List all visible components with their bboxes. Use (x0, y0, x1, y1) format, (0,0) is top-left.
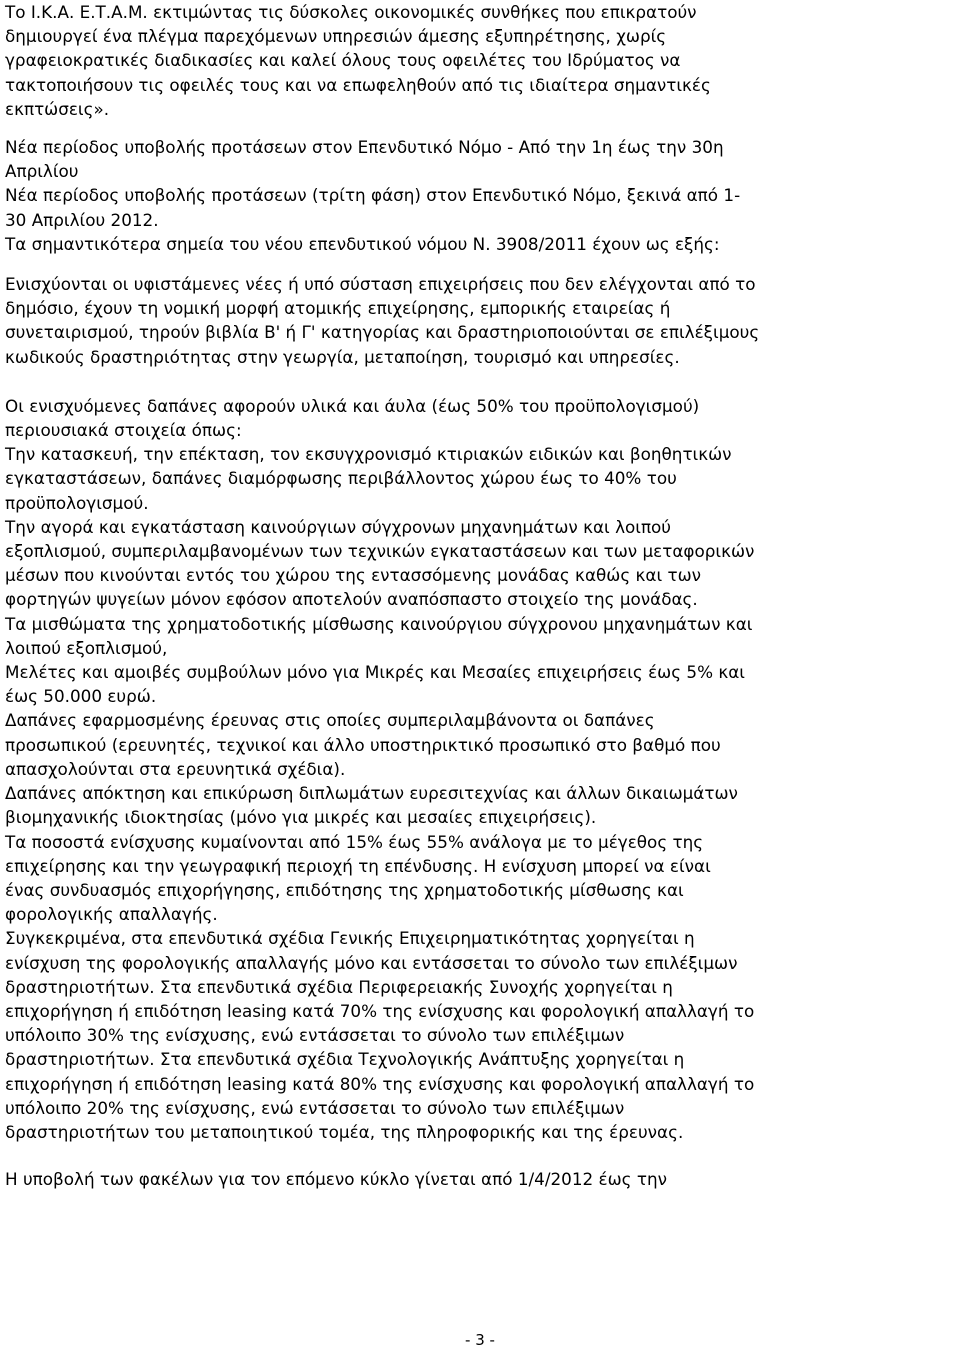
period-title: Νέα περίοδος υποβολής προτάσεων στον Επενδυτικό Νόμο - Από την 1η έως την 30η Απριλίου (5, 137, 724, 182)
eligible-paragraph: Ενισχύονται οι υφιστάμενες νέες ή υπό σύσταση επιχειρήσεις που δεν ελέγχονται από το δημόσιο, έχουν τη νομική μορφή ατομικής επιχείρησης, εμπορικής εταιρείας ή συνεταιρισμού, τηρούν βιβλία Β' ή Γ' κατηγορίας και δραστηριοποιούνται σε επιλέξιμους κωδικούς δραστηριότητας στην γεωργία, μεταποίηση, τουρισμό και υπηρεσίες. (5, 274, 760, 367)
submission-paragraph: Η υποβολή των φακέλων για τον επόμενο κύκλο γίνεται από 1/4/2012 έως την (5, 1169, 667, 1190)
page-number: - 3 - (465, 1331, 495, 1349)
document-page (5, 0, 957, 1191)
period-text: Νέα περίοδος υποβολής προτάσεων (τρίτη φάση) στον Επενδυτικό Νόμο, ξεκινά από 1- 30 Απριλίου 2012. (5, 185, 741, 230)
intro-paragraph: Το Ι.Κ.Α. Ε.Τ.Α.Μ. εκτιμώντας τις δύσκολες οικονομικές συνθήκες που επικρατούν δημιουργεί ένα πλέγμα παρεχόμενων υπηρεσιών άμεσης εξυπηρέτησης, χωρίς γραφειοκρατικές διαδικασίες και καλεί όλους τους οφειλέτες του Ιδρύματος να τακτοποιήσουν τις οφειλές τους και να επωφεληθούν από τις ιδιαίτερα σημαντικές εκπτώσεις». (5, 2, 711, 119)
expenses-paragraph: Οι ενισχυόμενες δαπάνες αφορούν υλικά και άυλα (έως 50% του προϋπολογισμού) περιουσιακά στοιχεία όπως: Την κατασκευή, την επέκταση, τον εκσυγχρονισμό κτιριακών ειδικών και βοηθητικών εγκαταστάσεων, δαπάνες διαμόρφωσης περιβάλλοντος χώρου έως το 40% του προϋπολογισμού. Την αγορά και εγκατάσταση καινούργιων σύγχρονων μηχανημάτων και λοιπού εξοπλισμού, συμπεριλαμβανομένων των τεχνικών εγκαταστάσεων και των μεταφορικών μέσων που κινούνται εντός του χώρου της εντασσόμενης μονάδας καθώς και των φορτηγών ψυγείων μόνον εφόσον αποτελούν αναπόσπαστο στοιχείο της μονάδας. Τα μισθώματα της χρηματοδοτικής μίσθωσης καινούργιου σύγχρονου μηχανημάτων και λοιπού εξοπλισμού, Μελέτες και αμοιβές συμβούλων μόνο για Μικρές και Μεσαίες επιχειρήσεις έως 5% και έως 50.000 ευρώ. Δαπάνες εφαρμοσμένης έρευνας στις οποίες συμπεριλαμβάνοντα οι δαπάνες προσωπικού (ερευνητές, τεχνικοί και άλλο υποστηρικτικό προσωπικό στο βαθμό που απασχολούνται στα ερευνητικά σχέδια). Δαπάνες απόκτηση και επικύρωση διπλωμάτων ευρεσιτεχνίας και άλλων δικαιωμάτων βιομηχανικής ιδιοκτησίας (μόνο για μικρές και μεσαίες επιχειρήσεις). Τα ποσοστά ενίσχυσης κυμαίνονται από 15% έως 55% ανάλογα με το μέγεθος της επιχείρησης και την γεωγραφική περιοχή τη επένδυσης. Η ενίσχυση μπορεί να είναι ένας συνδυασμός επιχορήγησης, επιδότησης της χρηματοδοτικής μίσθωσης και φορολογικής απαλλαγής. Συγκεκριμένα, στα επενδυτικά σχέδια Γενικής Επιχειρηματικότητας χορηγείται η ενίσχυση της φορολογικής απαλλαγής μόνο και εντάσσεται το σύνολο των επιλέξιμων δραστηριοτήτων. Στα επενδυτικά σχέδια Περιφερειακής Συνοχής χορηγείται η επιχορήγηση ή επιδότηση leasing κατά 70% της ενίσχυσης και φορολογική απαλλαγή το υπόλοιπο 30% της ενίσχυσης, ενώ εντάσσεται το σύνολο των επιλέξιμων δραστηριοτήτων. Στα επενδυτικά σχέδια Τεχνολογικής Ανάπτυξης χορηγείται η επιχορήγηση ή επιδότηση leasing κατά 80% της ενίσχυσης και φορολογική απαλλαγή το υπόλοιπο 20% της ενίσχυσης, ενώ εντάσσεται το σύνολο των επιλέξιμων δραστηριοτήτων του μεταποιητικού τομέα, της πληροφορικής και της έρευνας. (5, 395, 755, 1142)
key-points-heading: Τα σημαντικότερα σημεία του νέου επενδυτικού νόμου Ν. 3908/2011 έχουν ως εξής: (5, 233, 720, 254)
